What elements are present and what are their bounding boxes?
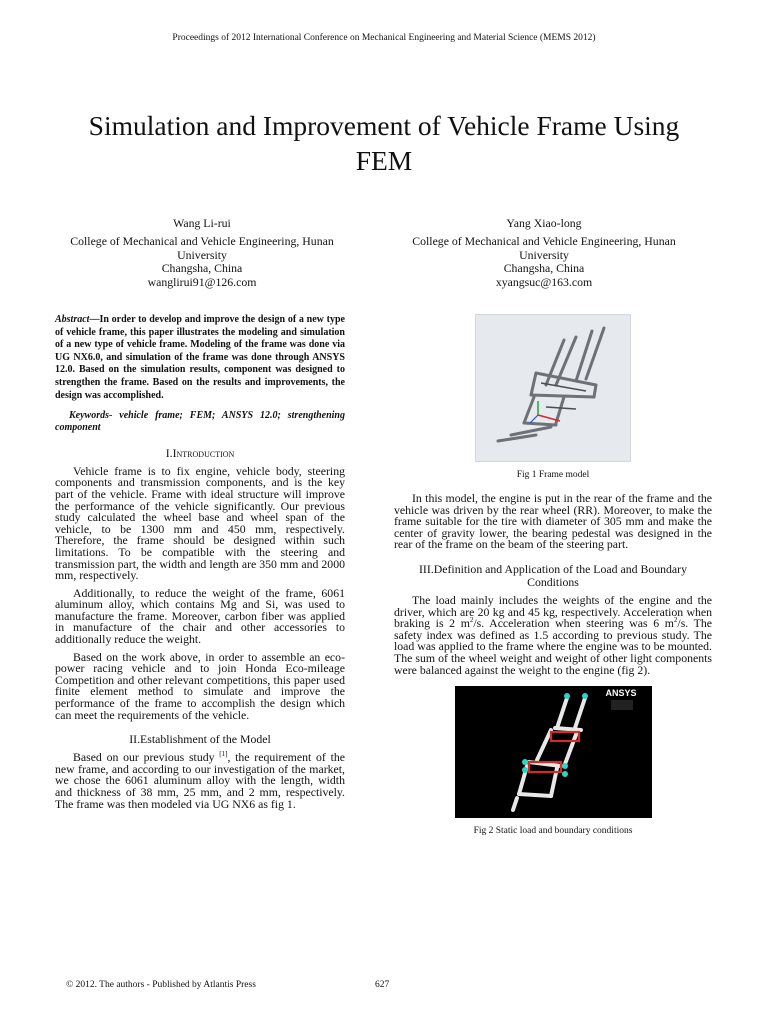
paragraph: The load mainly includes the weights of the engine and the driver, which are 20 kg and 45 kg, respectively. Acceleration when braking is 2 $m^2/s$. Acceleration when steering was 6 $m^2/s$. The safety index was defined as 1.5 according to previous study. The load was applied to the frame where the engine was to be mounted. The sum of the wheel weight and weight of other light components were balanced against the weight to the engine (fig 2).	[394, 592, 712, 677]
author-name: Yang Xiao-long	[506, 216, 582, 230]
paragraph: Vehicle frame is to fix engine, vehicle body, steering components and transmission components, and is the key part of the vehicle. Frame with ideal structure will improve the performance of the vehicle significantly. Our previous study calculated the wheel base and wheel span of the vehicle, to be 1300 mm and 450 mm, respectively. Therefore, the frame should be designed within such limitations. To be compatible with the steering and transmission part, the width and length are 350 mm and 2000 mm, respectively.	[55, 463, 345, 583]
abstract	[55, 314, 345, 402]
author-email: wanglirui91@126.com	[147, 274, 257, 289]
author-affiliation-cont: University	[519, 247, 569, 262]
paragraph: Additionally, to reduce the weight of the frame, 6061 aluminum alloy, which contains Mg and Si, was used to manufacture the frame. Moreover, carbon fiber was applied in manufacture of the chair and other accessories to additionally reduce the weight.	[55, 585, 345, 647]
copyright-footer: © 2012. The authors - Published by Atlantis Press	[66, 980, 256, 990]
section-heading-model: II.Establishment of the Model	[129, 732, 271, 747]
author-block-2	[394, 217, 694, 289]
author-email: xyangsuc@163.com	[495, 274, 593, 289]
keywords: Keywords- vehicle frame; FEM; ANSYS 12.0; strengthening component	[55, 410, 345, 434]
author-block-1	[52, 217, 352, 289]
paragraph: Based on the work above, in order to assemble an eco-power racing vehicle and to join Honda Eco-mileage Competition and other relevant competitions, this paper used finite element method to simulate and improve the performance of the frame to accomplish the design which can meet the requirements of the vehicle.	[55, 649, 345, 722]
abstract-text: —In order to develop and improve the design of a new type of vehicle frame, this paper illustrates the modeling and simulation of a new type of vehicle frame. Modeling of the frame was done via UG NX6.0, and simulation of the frame was done through ANSYS 12.0. Based on the simulation results, component was designed to strengthen the frame. Based on the results and improvements, the design was accomplished.	[55, 314, 345, 401]
title-line-1: Simulation and Improvement of Vehicle Frame Using	[88, 110, 680, 141]
figure-caption: Fig 2 Static load and boundary conditions	[473, 826, 633, 837]
abstract-label: Abstract	[55, 314, 90, 325]
author-name: Wang Li-rui	[173, 216, 231, 230]
citation-ref: [1]	[219, 750, 228, 759]
paragraph: In this model, the engine is put in the rear of the frame and the vehicle was driven by the rear wheel (RR). Moreover, to make the frame suitable for the tire with diameter of 305 mm and make the center of gravity lower, the bearing pedestal was designed in the rear of the frame on the beam of the steering part.	[394, 491, 712, 552]
right-column	[394, 314, 712, 849]
page-number: 627	[375, 980, 390, 990]
section-heading-introduction: I.Introduction	[165, 445, 235, 460]
ansys-logo: ANSYS	[604, 688, 637, 699]
proceedings-header: Proceedings of 2012 International Conference on Mechanical Engineering and Material Science (MEMS 2012)	[172, 33, 596, 43]
author-affiliation: College of Mechanical and Vehicle Engineering, Hunan	[412, 234, 676, 249]
author-affiliation: College of Mechanical and Vehicle Engineering, Hunan	[70, 234, 334, 249]
title-line-2: FEM	[355, 145, 413, 176]
paragraph: Based on our previous study [1], the requirement of the new frame, and according to our investigation of the market, we chose the 6061 aluminum alloy with the length, width and thickness of 38 mm, 25 mm, and 2 mm, respectively. The frame was then modeled via UG NX6 as fig 1.	[55, 750, 345, 811]
section-heading-load: III.Definition and Application of the Load and Boundary Conditions	[419, 561, 687, 589]
left-column	[55, 314, 345, 816]
ansys-load-image	[455, 686, 652, 818]
author-affiliation-cont: University	[177, 247, 227, 262]
paper-title	[30, 108, 738, 178]
frame-model-image	[476, 315, 630, 461]
figure-load-boundary	[455, 686, 652, 818]
author-city: Changsha, China	[161, 261, 243, 276]
author-city: Changsha, China	[503, 261, 585, 276]
figure-caption: Fig 1 Frame model	[516, 470, 590, 480]
figure-frame-model	[475, 314, 631, 462]
